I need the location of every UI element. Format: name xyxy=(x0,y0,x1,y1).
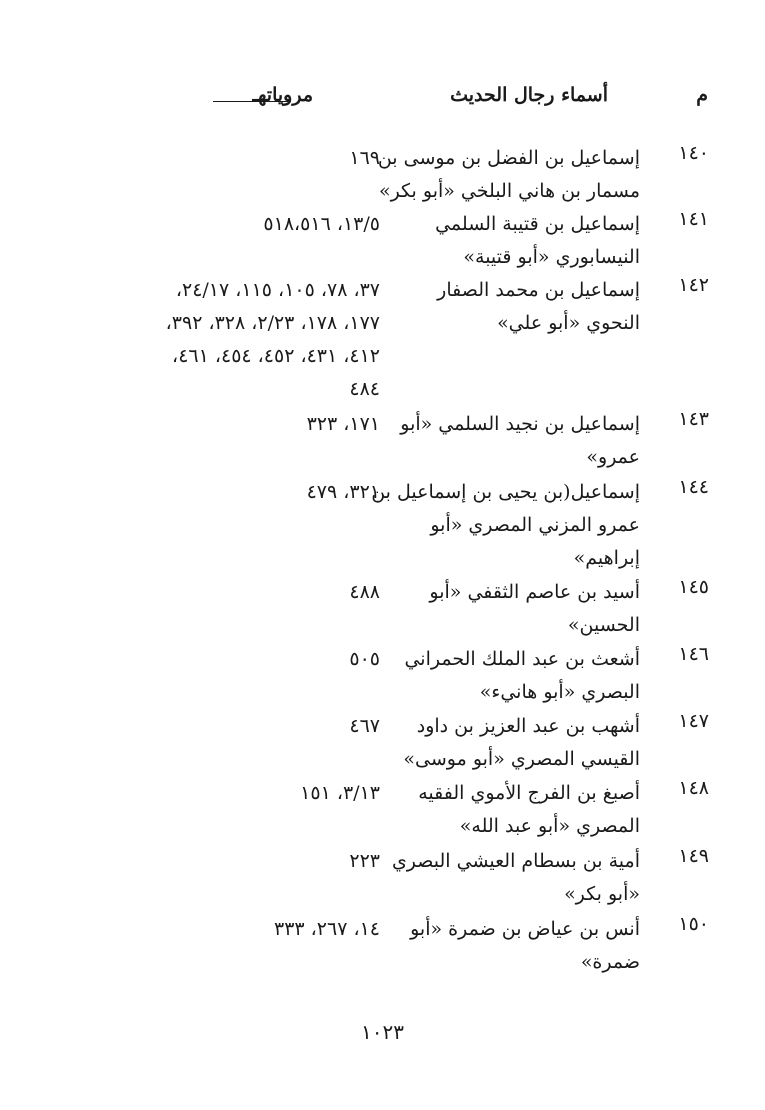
column-header-number: م xyxy=(696,84,708,106)
narrator-name-line: أمية بن بسطام العيشي البصري xyxy=(391,850,640,872)
narrator-name-line: عمرو المزني المصري «أبو xyxy=(430,514,640,536)
entry-number: ١٤٧ xyxy=(678,710,709,732)
narrator-name xyxy=(398,777,640,843)
entry-number: ١٤٩ xyxy=(678,845,709,867)
entry-number: ١٤٢ xyxy=(678,274,709,296)
narrator-name-line: إسماعيل بن قتيبة السلمي xyxy=(435,213,640,235)
narration-refs-line: ١٧١، ٣٢٣ xyxy=(306,413,380,435)
narration-refs-line: ٣/١٣، ١٥١ xyxy=(300,782,380,804)
header-underline xyxy=(213,101,291,102)
narrator-name xyxy=(398,710,640,776)
narrator-name xyxy=(398,913,640,979)
narration-refs-line: ٢٢٣ xyxy=(349,850,380,872)
narration-refs xyxy=(110,476,380,509)
narrator-name-line: النيسابوري «أبو قتيبة» xyxy=(463,246,640,268)
narrator-name-line: أشعث بن عبد الملك الحمراني xyxy=(404,648,640,670)
narrator-name xyxy=(398,576,640,642)
narrator-name-line: مسمار بن هاني البلخي «أبو بكر» xyxy=(378,180,640,202)
narrator-name xyxy=(398,208,640,274)
narration-refs xyxy=(110,845,380,878)
entry-number: ١٤٥ xyxy=(678,576,709,598)
entry-number: ١٤٨ xyxy=(678,777,709,799)
entry-number: ١٤٤ xyxy=(678,476,709,498)
narrator-name-line: ضمرة» xyxy=(580,951,640,973)
narration-refs xyxy=(110,913,380,946)
column-header-names: أسماء رجال الحديث xyxy=(450,84,608,106)
narrator-name xyxy=(398,643,640,709)
narration-refs-line: ١٣/٥، ٥١٨،٥١٦ xyxy=(263,213,380,235)
narration-refs xyxy=(110,777,380,810)
narration-refs-line: ٤٨٨ xyxy=(349,581,380,603)
narrator-name-line: النحوي «أبو علي» xyxy=(497,312,640,334)
narration-refs-line: ١٦٩ xyxy=(349,147,380,169)
narration-refs-line: ٤٦٧ xyxy=(349,715,380,737)
narration-refs xyxy=(110,274,380,406)
narrator-name-line: إسماعيل بن محمد الصفار xyxy=(437,279,640,301)
column-header-narrations: مروياتهـ xyxy=(252,84,313,106)
narration-refs-line: ٣٧، ٧٨، ١٠٥، ١١٥، ٢٤/١٧، xyxy=(175,279,380,301)
narration-refs xyxy=(110,408,380,441)
narrator-name-line: البصري «أبو هانيء» xyxy=(479,681,640,703)
narrator-name xyxy=(371,476,640,575)
entry-number: ١٤٣ xyxy=(678,408,709,430)
narrator-name xyxy=(398,408,640,474)
narrator-name-line: إسماعيل بن الفضل بن موسى بن xyxy=(377,147,640,169)
narration-refs-line: ٤١٢، ٤٣١، ٤٥٢، ٤٥٤، ٤٦١، xyxy=(172,345,380,367)
entry-number: ١٥٠ xyxy=(678,913,709,935)
narrator-name-line: أصبغ بن الفرج الأموي الفقيه xyxy=(418,782,640,804)
entry-number: ١٤٦ xyxy=(678,643,709,665)
narration-refs xyxy=(110,576,380,609)
narrator-name-line: القيسي المصري «أبو موسى» xyxy=(403,748,640,770)
narrator-name-line: إبراهيم» xyxy=(573,547,640,569)
narration-refs-line: ١٧٧، ١٧٨، ٢/٢٣، ٣٢٨، ٣٩٢، xyxy=(165,312,380,334)
narration-refs xyxy=(110,142,380,175)
narrator-name xyxy=(398,274,640,340)
narration-refs-line: ٥٠٥ xyxy=(349,648,380,670)
narration-refs xyxy=(110,643,380,676)
narration-refs-line: ٣٢١، ٤٧٩ xyxy=(306,481,380,503)
narrator-name-line: الحسين» xyxy=(567,614,640,636)
narration-refs xyxy=(110,710,380,743)
narration-refs-line: ٤٨٤ xyxy=(349,378,380,400)
narrator-name-line: أسيد بن عاصم الثقفي «أبو xyxy=(429,581,640,603)
narrator-name xyxy=(391,845,640,911)
entry-number: ١٤١ xyxy=(678,208,709,230)
narrator-name-line: إسماعيل بن نجيد السلمي «أبو xyxy=(400,413,640,435)
narrator-name-line: أنس بن عياض بن ضمرة «أبو xyxy=(410,918,640,940)
narration-refs-line: ١٤، ٢٦٧، ٣٣٣ xyxy=(273,918,380,940)
narrator-name xyxy=(377,142,640,208)
page-number: ١٠٢٣ xyxy=(361,1020,404,1044)
narration-refs xyxy=(110,208,380,241)
narrator-name-line: عمرو» xyxy=(586,446,640,468)
narrator-name-line: المصري «أبو عبد الله» xyxy=(459,815,640,837)
narrator-name-line: إسماعيل(بن يحيى بن إسماعيل بن xyxy=(371,481,640,503)
narrator-name-line: «أبو بكر» xyxy=(564,883,640,905)
entry-number: ١٤٠ xyxy=(678,142,709,164)
narrator-name-line: أشهب بن عبد العزيز بن داود xyxy=(416,715,640,737)
